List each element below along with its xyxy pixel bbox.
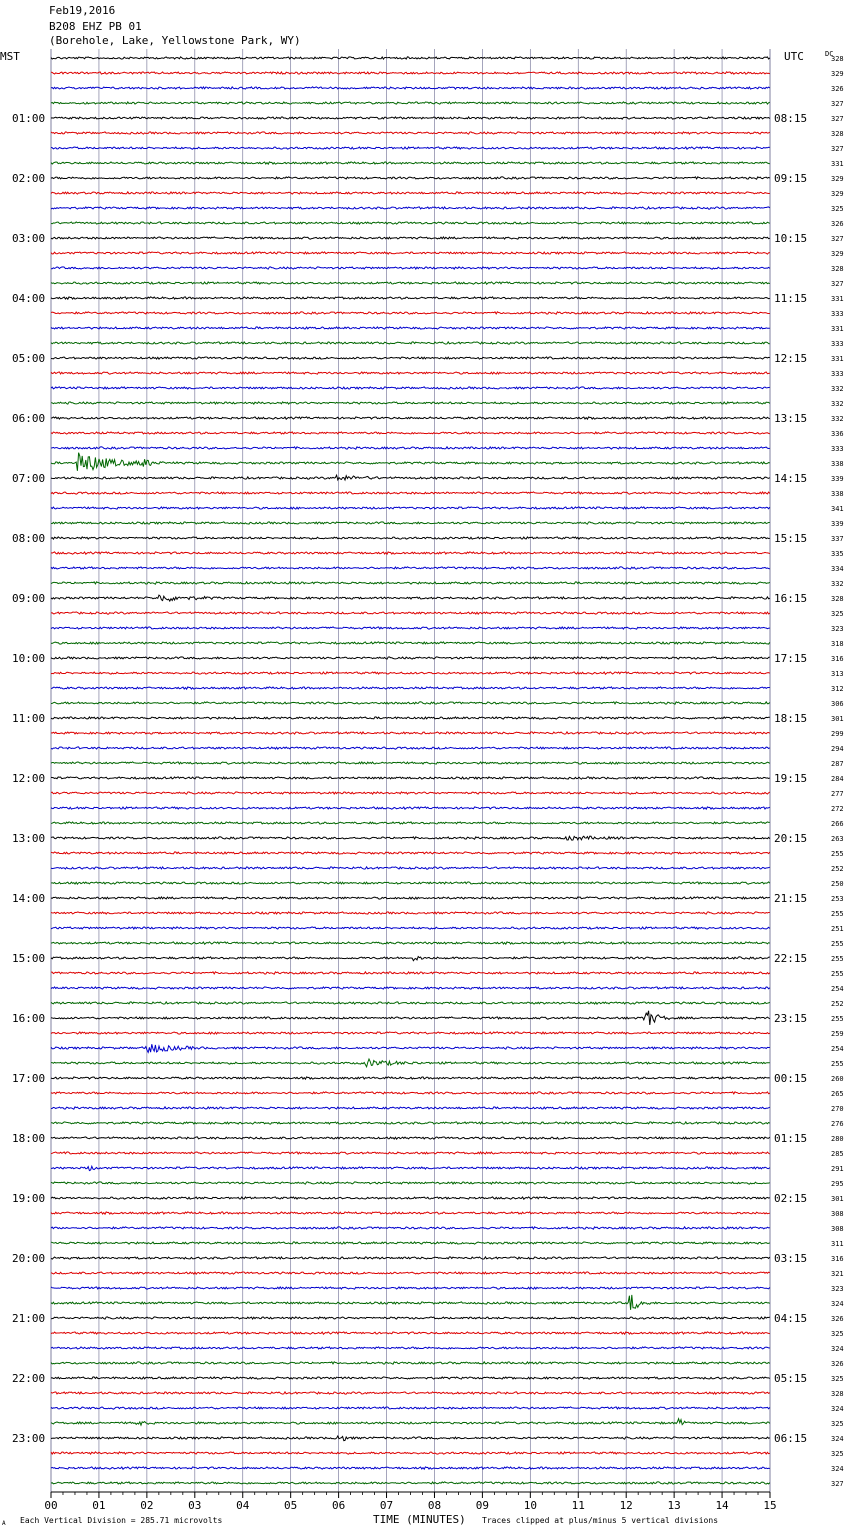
dc-offset-label: 339 [831,475,844,483]
dc-offset-label: 327 [831,100,844,108]
dc-offset-label: 318 [831,640,844,648]
seismic-trace [51,1436,770,1441]
x-tick-label: 07 [379,1499,394,1512]
seismic-trace [51,612,770,614]
right-hour-label: 06:15 [774,1432,808,1445]
seismic-trace [51,747,770,749]
left-hour-label: 21:00 [12,1312,46,1325]
dc-offset-label: 253 [831,895,844,903]
seismic-trace [51,852,770,854]
dc-offset-label: 331 [831,325,844,333]
dc-offset-label: 337 [831,535,844,543]
dc-offset-label: 324 [831,1465,844,1473]
dc-offset-label: 323 [831,625,844,633]
seismic-trace [51,282,770,284]
dc-offset-label: 255 [831,850,844,858]
dc-offset-label: 255 [831,955,844,963]
seismic-trace [51,957,770,961]
seismic-trace [51,72,770,74]
seismic-trace [51,882,770,884]
seismic-trace [51,972,770,974]
seismic-trace [51,387,770,389]
dc-offset-label: 331 [831,295,844,303]
right-hour-label: 21:15 [774,892,808,905]
seismic-trace [51,927,770,929]
seismic-trace [51,1166,770,1170]
right-hour-label: 12:15 [774,352,808,365]
dc-offset-label: 329 [831,70,844,78]
dc-offset-label: 324 [831,1345,844,1353]
seismic-trace [51,1197,770,1199]
seismic-trace [51,1122,770,1124]
seismic-trace [51,1482,770,1484]
dc-offset-label: 276 [831,1120,844,1128]
dc-offset-label: 331 [831,355,844,363]
right-hour-label: 20:15 [774,832,808,845]
seismic-trace [51,252,770,254]
dc-offset-label: 336 [831,430,844,438]
dc-offset-label: 266 [831,820,844,828]
seismic-trace [51,1392,770,1394]
right-hour-label: 14:15 [774,472,808,485]
dc-offset-label: 339 [831,520,844,528]
dc-offset-label: 255 [831,1060,844,1068]
right-hour-label: 10:15 [774,232,808,245]
seismic-trace [51,267,770,269]
dc-offset-label: 277 [831,790,844,798]
left-hour-label: 01:00 [12,112,46,125]
dc-offset-label: 327 [831,235,844,243]
dc-offset-label: 332 [831,415,844,423]
seismic-trace [51,1212,770,1214]
seismic-trace [51,417,770,419]
left-hour-label: 06:00 [12,412,46,425]
dc-offset-label: 325 [831,610,844,618]
x-tick-label: 10 [523,1499,537,1512]
dc-offset-label: 325 [831,205,844,213]
right-hour-label: 00:15 [774,1072,808,1085]
seismic-trace [51,552,770,554]
right-hour-label: 17:15 [774,652,808,665]
seismic-trace [51,732,770,734]
dc-offset-label: 329 [831,250,844,258]
dc-offset-label: 327 [831,280,844,288]
seismic-trace [51,432,770,434]
dc-offset-label: 325 [831,1375,844,1383]
right-hour-label: 19:15 [774,772,808,785]
left-hour-label: 22:00 [12,1372,46,1385]
dc-offset-label: 323 [831,1285,844,1293]
seismic-trace [51,192,770,194]
dc-offset-label: 338 [831,460,844,468]
seismic-trace [51,147,770,149]
left-hour-label: 09:00 [12,592,46,605]
right-hour-label: 16:15 [774,592,808,605]
seismic-trace [51,492,770,494]
seismic-trace [51,297,770,299]
dc-offset-label: 255 [831,970,844,978]
left-hour-label: 07:00 [12,472,46,485]
seismic-trace [51,822,770,824]
left-hour-label: 23:00 [12,1432,46,1445]
x-tick-label: 12 [619,1499,633,1512]
seismic-trace [51,357,770,359]
seismic-trace [51,222,770,224]
seismic-trace [51,1182,770,1184]
station-location: (Borehole, Lake, Yellowstone Park, WY) [49,34,301,47]
seismic-trace [51,836,770,840]
left-hour-label: 14:00 [12,892,46,905]
dc-offset-label: 301 [831,715,844,723]
dc-offset-label: 272 [831,805,844,813]
seismic-trace [51,897,770,899]
dc-offset-label: 335 [831,550,844,558]
seismic-trace [51,162,770,164]
seismic-trace [51,507,770,509]
x-tick-label: 04 [236,1499,250,1512]
right-hour-label: 23:15 [774,1012,808,1025]
seismic-trace [51,762,770,764]
seismic-trace [51,1044,770,1052]
left-hour-label: 17:00 [12,1072,46,1085]
seismic-trace [51,372,770,374]
dc-offset-label: 254 [831,1045,844,1053]
seismic-trace [51,1317,770,1319]
dc-offset-label: 306 [831,700,844,708]
right-hour-label: 18:15 [774,712,808,725]
x-tick-label: 01 [92,1499,106,1512]
dc-offset-label: 331 [831,160,844,168]
seismic-trace [51,1002,770,1004]
dc-offset-label: 265 [831,1090,844,1098]
seismic-trace [51,207,770,209]
seismic-trace [51,657,770,659]
seismic-trace [51,777,770,779]
right-hour-label: 02:15 [774,1192,808,1205]
dc-offset-label: 334 [831,565,844,573]
seismic-trace [51,807,770,809]
dc-offset-label: 251 [831,925,844,933]
seismic-trace [51,312,770,314]
left-hour-label: 18:00 [12,1132,46,1145]
right-hour-label: 05:15 [774,1372,808,1385]
seismic-trace [51,132,770,134]
vertical-division-note: Each Vertical Division = 285.71 microvolts [20,1516,223,1525]
minute-grid [51,49,770,1492]
dc-offset-label: 328 [831,595,844,603]
dc-offset-label: 324 [831,1435,844,1443]
seismic-trace [51,1152,770,1154]
dc-offset-label: 326 [831,220,844,228]
seismic-trace [51,595,770,601]
dc-offset-label: 326 [831,85,844,93]
dc-offset-label: 260 [831,1075,844,1083]
dc-offset-label: 326 [831,1360,844,1368]
seismic-trace [51,447,770,449]
left-hour-label: 10:00 [12,652,46,665]
seismic-trace [51,1332,770,1334]
seismic-trace [51,672,770,674]
dc-offset-label: 329 [831,175,844,183]
seismic-trace [51,522,770,524]
right-hour-label: 13:15 [774,412,808,425]
dc-offset-label: 327 [831,1480,844,1488]
left-hour-label: 04:00 [12,292,46,305]
x-tick-label: 09 [475,1499,490,1512]
x-axis-title: TIME (MINUTES) [373,1513,466,1526]
trace-group [51,57,770,1484]
dc-offset-label: 328 [831,265,844,273]
dc-offset-label: 252 [831,865,844,873]
seismic-trace [51,1407,770,1409]
dc-offset-label: 341 [831,505,844,513]
seismic-trace [51,1452,770,1454]
dc-offset-label: 308 [831,1225,844,1233]
dc-offset-label: 324 [831,1300,844,1308]
time-axis [44,1492,776,1512]
seismic-trace [51,1011,770,1025]
x-tick-label: 11 [571,1499,585,1512]
x-tick-label: 06 [331,1499,346,1512]
x-tick-label: 08 [427,1499,442,1512]
x-tick-label: 03 [188,1499,202,1512]
dc-offset-label: 321 [831,1270,844,1278]
dc-offset-label: 333 [831,340,844,348]
seismic-trace [51,1077,770,1079]
left-hour-label: 19:00 [12,1192,46,1205]
dc-offset-label: 299 [831,730,844,738]
seismic-trace [51,1032,770,1034]
dc-offset-label: 311 [831,1240,844,1248]
seismic-trace [51,87,770,89]
x-tick-label: 14 [715,1499,729,1512]
dc-offset-label: 287 [831,760,844,768]
dc-offset-label: 263 [831,835,844,843]
dc-offset-label: 295 [831,1180,844,1188]
dc-offset-label: 333 [831,310,844,318]
dc-offset-label: 325 [831,1330,844,1338]
seismic-trace [51,1227,770,1229]
dc-offset-label: 329 [831,190,844,198]
dc-offset-label: 254 [831,985,844,993]
seismic-trace [51,1347,770,1349]
x-tick-label: 13 [667,1499,681,1512]
left-hour-label: 11:00 [12,712,46,725]
seismic-trace [51,1377,770,1379]
dc-offset-label: 252 [831,1000,844,1008]
dc-offset-label: 255 [831,910,844,918]
right-hour-label: 08:15 [774,112,808,125]
dc-offset-label: 284 [831,775,844,783]
seismic-trace [51,987,770,989]
left-hour-label: 16:00 [12,1012,46,1025]
right-hour-label: 09:15 [774,172,808,185]
seismic-trace [51,1295,770,1310]
seismic-trace [51,57,770,59]
seismic-trace [51,475,770,480]
seismic-trace [51,237,770,239]
seismic-trace [51,702,770,704]
right-timezone-label: UTC [784,50,804,63]
seismic-trace [51,687,770,689]
plot-date: Feb19,2016 [49,4,116,17]
seismic-trace [51,717,770,719]
seismic-trace [51,642,770,644]
seismic-trace [51,402,770,404]
dc-offset-label: 327 [831,115,844,123]
seismic-trace [51,342,770,344]
station-id: B208 EHZ PB 01 [49,20,142,33]
dc-offset-label: 325 [831,1450,844,1458]
dc-offset-label: 327 [831,145,844,153]
seismic-trace [51,327,770,329]
dc-offset-label: 333 [831,370,844,378]
dc-offset-label: 255 [831,940,844,948]
seismic-trace [51,1059,770,1067]
left-timezone-label: MST [0,50,20,63]
left-hour-label: 02:00 [12,172,46,185]
dc-offset-label: 301 [831,1195,844,1203]
x-tick-label: 02 [140,1499,154,1512]
x-tick-label: 05 [284,1499,298,1512]
dc-offset-label: 326 [831,1315,844,1323]
right-hour-label: 04:15 [774,1312,808,1325]
seismic-trace [51,1107,770,1109]
dc-offset-label: 332 [831,400,844,408]
dc-offset-label: 332 [831,385,844,393]
left-hour-label: 15:00 [12,952,46,965]
dc-offset-label: 308 [831,1210,844,1218]
dc-offset-label: 325 [831,1420,844,1428]
seismic-trace [51,942,770,944]
seismic-trace [51,582,770,584]
seismic-trace [51,117,770,119]
dc-offset-label: 328 [831,130,844,138]
right-hour-label: 03:15 [774,1252,808,1265]
seismic-trace [51,1137,770,1139]
seismic-trace [51,1092,770,1094]
dc-offset-label: 259 [831,1030,844,1038]
seismic-trace [51,1287,770,1289]
clipping-note: Traces clipped at plus/minus 5 vertical divisions [482,1516,719,1525]
dc-offset-label: 255 [831,1015,844,1023]
dc-offset-label: 250 [831,880,844,888]
seismic-trace [51,1467,770,1469]
seismic-trace [51,912,770,914]
right-hour-label: 22:15 [774,952,808,965]
left-hour-label: 05:00 [12,352,46,365]
dc-offset-label: 280 [831,1135,844,1143]
dc-offset-label: 338 [831,490,844,498]
seismic-trace [51,453,770,471]
seismic-trace [51,792,770,794]
seismic-trace [51,867,770,869]
right-hour-label: 15:15 [774,532,808,545]
dc-offset-label: 270 [831,1105,844,1113]
seismic-trace [51,1419,770,1425]
left-hour-label: 03:00 [12,232,46,245]
seismic-trace [51,1272,770,1274]
dc-offset-label: 285 [831,1150,844,1158]
dc-label: DC [825,50,834,58]
dc-offset-label: 294 [831,745,844,753]
x-tick-label: 15 [763,1499,777,1512]
seismic-trace [51,627,770,629]
dc-offset-label: 333 [831,445,844,453]
dc-offset-label: 328 [831,55,844,63]
corner-mark: A [2,1520,6,1527]
left-hour-label: 20:00 [12,1252,46,1265]
x-tick-label: 00 [44,1499,58,1512]
seismic-trace [51,537,770,539]
dc-offset-label: 324 [831,1405,844,1413]
seismic-trace [51,1257,770,1259]
dc-offset-label: 312 [831,685,844,693]
dc-offset-label: 291 [831,1165,844,1173]
left-hour-label: 08:00 [12,532,46,545]
left-hour-label: 13:00 [12,832,46,845]
left-hour-label: 12:00 [12,772,46,785]
dc-offset-label: 316 [831,655,844,663]
dc-offset-label: 316 [831,1255,844,1263]
right-hour-label: 01:15 [774,1132,808,1145]
dc-offset-label: 313 [831,670,844,678]
seismic-trace [51,567,770,569]
seismic-trace [51,177,770,179]
seismic-trace [51,1362,770,1364]
seismic-trace [51,102,770,104]
dc-offset-label: 332 [831,580,844,588]
seismic-trace [51,1242,770,1244]
right-hour-label: 11:15 [774,292,808,305]
dc-offset-label: 328 [831,1390,844,1398]
